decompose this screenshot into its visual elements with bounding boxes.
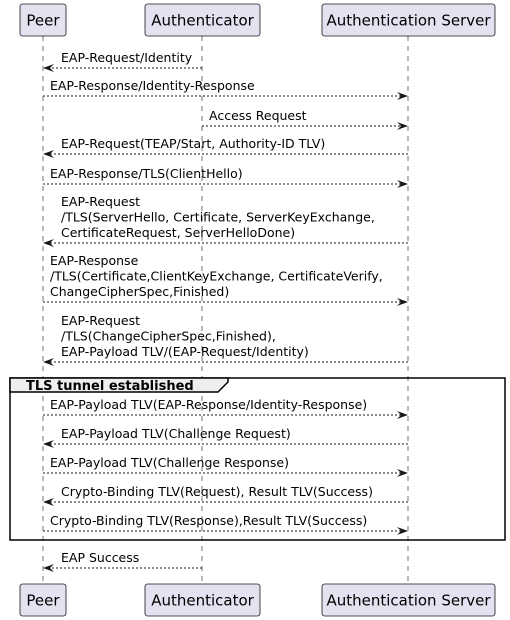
message-label: EAP-Request [61,313,140,328]
message-label: EAP-Payload TLV(Challenge Request) [61,426,291,441]
participant-peer-bottom [20,584,66,616]
message-label: Crypto-Binding TLV(Response),Result TLV(Success) [50,513,368,528]
participant-label: Authenticator [151,11,254,30]
message-label: EAP-Payload TLV/(EAP-Request/Identity) [61,344,309,359]
arrow-head [397,411,408,419]
message-11 [43,455,408,477]
message-label: EAP-Request/Identity [61,50,193,65]
arrow-head [397,92,408,100]
participants-top [20,4,495,36]
message-4 [43,136,408,158]
message-label: EAP-Response/TLS(ClientHello) [50,166,243,181]
message-7 [43,253,408,306]
message-label: CertificateRequest, ServerHelloDone) [61,225,296,240]
message-2 [43,78,408,100]
message-9 [43,397,408,419]
message-3 [202,108,408,130]
arrow-head [43,239,54,247]
participant-label: Peer [26,591,60,610]
participant-label: Authentication Server [326,591,491,610]
message-label: EAP-Payload TLV(EAP-Response/Identity-Response) [50,397,368,412]
arrow-head [397,527,408,535]
participant-auth-top [145,4,260,36]
arrow-head [397,180,408,188]
messages [43,50,408,572]
participant-peer-top [20,4,66,36]
participant-server-top [322,4,495,36]
group-label: TLS tunnel established [26,379,194,394]
message-label: /TLS(ServerHello, Certificate, ServerKeyExchange, [61,209,375,225]
message-label: EAP Success [61,550,140,565]
arrow-head [43,440,54,448]
participant-label: Authentication Server [326,11,491,30]
arrow-head [397,469,408,477]
message-14 [43,550,202,572]
message-label: Crypto-Binding TLV(Request), Result TLV(Success) [61,484,373,499]
message-label: EAP-Payload TLV(Challenge Response) [50,455,289,470]
message-6 [43,194,408,247]
participant-label: Peer [26,11,60,30]
message-8 [43,313,408,366]
message-13 [43,513,408,535]
message-12 [43,484,408,506]
arrow-head [43,358,54,366]
message-label: EAP-Response [50,253,139,268]
participant-auth-bottom [145,584,260,616]
message-label: EAP-Request(TEAP/Start, Authority-ID TLV) [61,136,326,151]
participants-bottom [20,584,495,616]
participant-label: Authenticator [151,591,254,610]
arrow-head [43,498,54,506]
message-label: ChangeCipherSpec,Finished) [50,284,230,299]
participant-server-bottom [322,584,495,616]
message-label: Access Request [209,108,307,123]
message-5 [43,166,408,188]
message-label: /TLS(ChangeCipherSpec,Finished), [61,328,276,344]
arrow-head [43,150,54,158]
message-label: EAP-Response/Identity-Response [50,78,255,93]
message-label: EAP-Request [61,194,140,209]
message-1 [43,50,202,72]
message-label: /TLS(Certificate,ClientKeyExchange, CertificateVerify, [50,268,383,284]
message-10 [43,426,408,448]
arrow-head [397,298,408,306]
